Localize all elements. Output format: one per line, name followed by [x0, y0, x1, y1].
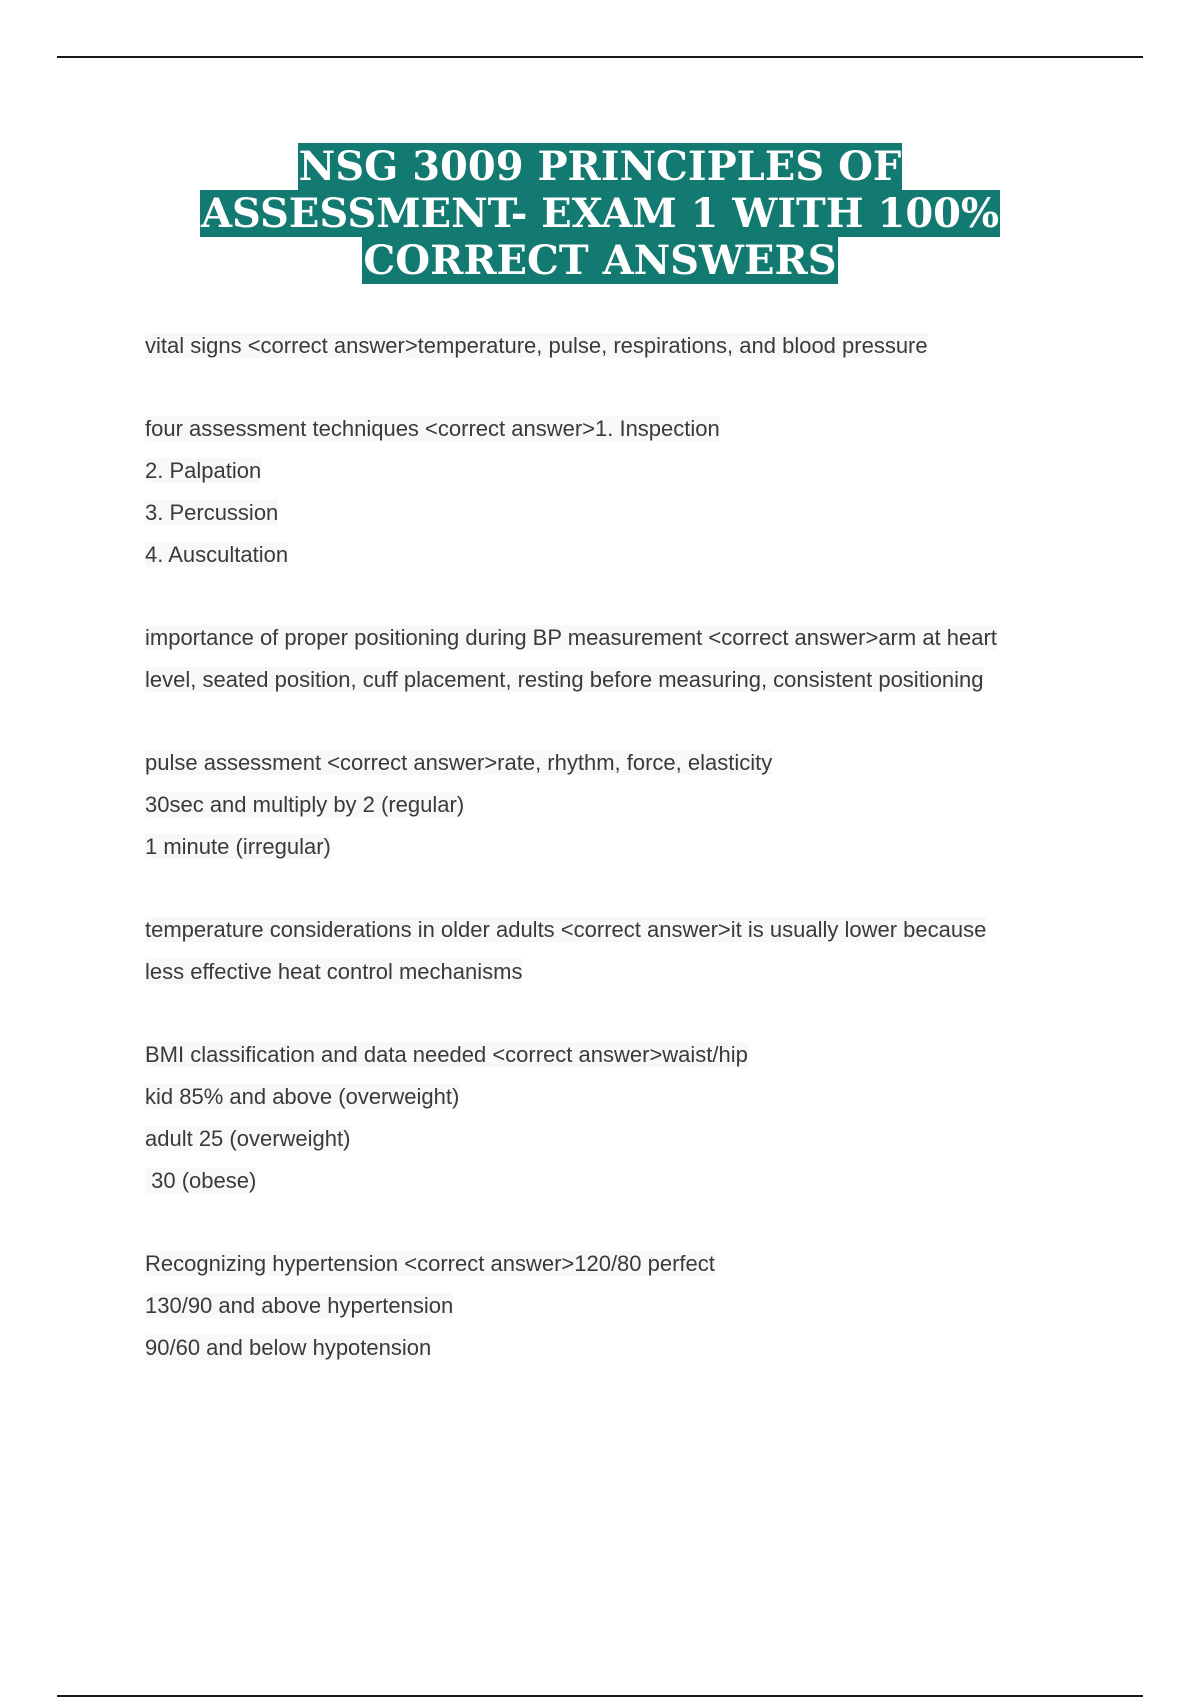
qa-line: pulse assessment <correct answer>rate, rhythm, force, elasticity [145, 750, 773, 775]
qa-line: BMI classification and data needed <correct answer>waist/hip [145, 1042, 748, 1067]
qa-line: 90/60 and below hypotension [145, 1335, 432, 1360]
qa-line: 1 minute (irregular) [145, 834, 331, 859]
qa-line: 30sec and multiply by 2 (regular) [145, 792, 465, 817]
qa-line: less effective heat control mechanisms [145, 959, 523, 984]
qa-entry-bmi [145, 1034, 1085, 1202]
qa-entry-pulse-assessment [145, 742, 1085, 868]
title-line-3: CORRECT ANSWERS [363, 237, 837, 284]
qa-line: 30 (obese) [145, 1168, 257, 1193]
qa-entry-hypertension [145, 1243, 1085, 1369]
qa-entry-assessment-techniques [145, 408, 1085, 576]
qa-line: level, seated position, cuff placement, resting before measuring, consistent positioning [145, 667, 984, 692]
qa-line: kid 85% and above (overweight) [145, 1084, 460, 1109]
document-title [0, 143, 1200, 284]
qa-entry-temperature-older-adults [145, 909, 1085, 993]
qa-list [145, 325, 1085, 1410]
qa-line: 130/90 and above hypertension [145, 1293, 454, 1318]
qa-line: importance of proper positioning during BP measurement <correct answer>arm at heart [145, 625, 997, 650]
qa-line: 2. Palpation [145, 458, 262, 483]
qa-line: vital signs <correct answer>temperature, pulse, respirations, and blood pressure [145, 333, 928, 358]
qa-line: temperature considerations in older adults <correct answer>it is usually lower because [145, 917, 987, 942]
title-line-1: NSG 3009 PRINCIPLES OF [298, 143, 902, 190]
qa-entry-bp-positioning [145, 617, 1085, 701]
qa-line: adult 25 (overweight) [145, 1126, 351, 1151]
qa-line: four assessment techniques <correct answer>1. Inspection [145, 416, 720, 441]
qa-line: Recognizing hypertension <correct answer>120/80 perfect [145, 1251, 715, 1276]
qa-entry-vital-signs [145, 325, 1085, 367]
qa-line: 3. Percussion [145, 500, 279, 525]
top-rule [57, 56, 1143, 58]
qa-line: 4. Auscultation [145, 542, 289, 567]
title-line-2: ASSESSMENT- EXAM 1 WITH 100% [200, 190, 1000, 237]
bottom-rule [57, 1695, 1143, 1697]
